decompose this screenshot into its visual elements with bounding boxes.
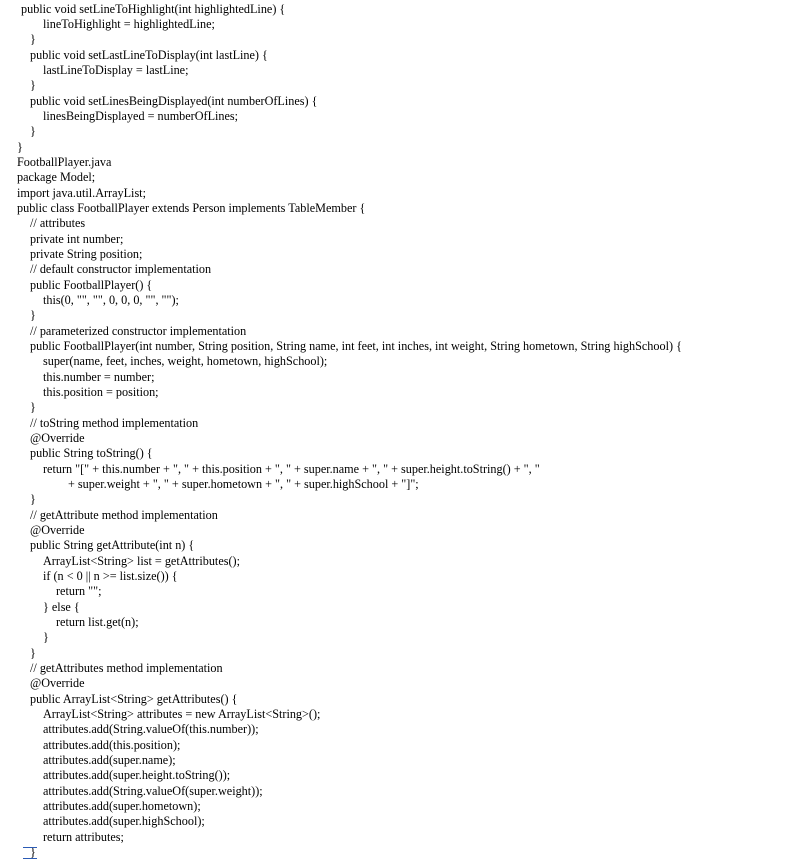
code-line: @Override — [30, 676, 85, 690]
code-line: this.number = number; — [43, 370, 155, 384]
code-line: this(0, "", "", 0, 0, 0, "", ""); — [43, 293, 179, 307]
code-line: } — [30, 124, 36, 138]
code-line: } — [30, 646, 36, 660]
code-line: // toString method implementation — [30, 416, 199, 430]
code-line: attributes.add(super.name); — [43, 753, 176, 767]
code-line: public class FootballPlayer extends Person implements TableMember { — [17, 201, 366, 215]
code-line: + super.weight + ", " + super.hometown + ", " + super.highSchool + "]"; — [68, 477, 419, 491]
code-line: } — [30, 845, 36, 859]
code-line: attributes.add(String.valueOf(this.number)); — [43, 722, 259, 736]
code-line: ArrayList<String> list = getAttributes(); — [43, 554, 240, 568]
code-line: import java.util.ArrayList; — [17, 186, 146, 200]
code-line: return list.get(n); — [56, 615, 139, 629]
code-line: public void setLineToHighlight(int highlightedLine) { — [21, 2, 286, 16]
code-line: lastLineToDisplay = lastLine; — [43, 63, 189, 77]
code-line: // default constructor implementation — [30, 262, 212, 276]
code-line: private int number; — [30, 232, 124, 246]
code-line: // parameterized constructor implementation — [30, 324, 247, 338]
code-line: return attributes; — [43, 830, 124, 844]
code-line: package Model; — [17, 170, 96, 184]
code-line: } — [17, 140, 23, 154]
code-line: @Override — [30, 431, 85, 445]
code-line: attributes.add(super.height.toString()); — [43, 768, 231, 782]
code-line: // getAttributes method implementation — [30, 661, 223, 675]
code-line: public FootballPlayer(int number, String position, String name, int feet, int inches, int weight, String hometown, String highSchool) { — [30, 339, 682, 353]
code-line: public void setLastLineToDisplay(int lastLine) { — [30, 48, 268, 62]
code-line: } — [30, 492, 36, 506]
code-line: public FootballPlayer() { — [30, 278, 153, 292]
code-line: if (n < 0 || n >= list.size()) { — [43, 569, 178, 583]
code-line: } else { — [43, 600, 80, 614]
code-line: // attributes — [30, 216, 86, 230]
code-line: public String toString() { — [30, 446, 153, 460]
code-line: public void setLinesBeingDisplayed(int numberOfLines) { — [30, 94, 318, 108]
code-line: attributes.add(super.hometown); — [43, 799, 201, 813]
code-line: @Override — [30, 523, 85, 537]
text-cursor-marker — [23, 847, 37, 859]
code-line: public ArrayList<String> getAttributes() { — [30, 692, 238, 706]
code-line: attributes.add(String.valueOf(super.weight)); — [43, 784, 263, 798]
code-line: attributes.add(super.highSchool); — [43, 814, 205, 828]
code-line: return "[" + this.number + ", " + this.position + ", " + super.name + ", " + super.height.toString() + ", " — [43, 462, 540, 476]
code-line: linesBeingDisplayed = numberOfLines; — [43, 109, 239, 123]
code-line: FootballPlayer.java — [17, 155, 112, 169]
code-line: } — [30, 400, 36, 414]
code-line: private String position; — [30, 247, 143, 261]
code-line: attributes.add(this.position); — [43, 738, 181, 752]
code-line: this.position = position; — [43, 385, 159, 399]
code-line: super(name, feet, inches, weight, hometown, highSchool); — [43, 354, 328, 368]
code-line: } — [30, 308, 36, 322]
code-line: ArrayList<String> attributes = new ArrayList<String>(); — [43, 707, 321, 721]
code-line: } — [43, 630, 49, 644]
code-line: // getAttribute method implementation — [30, 508, 218, 522]
code-line: lineToHighlight = highlightedLine; — [43, 17, 215, 31]
code-line: } — [30, 78, 36, 92]
code-line: return ""; — [56, 584, 102, 598]
code-line: public String getAttribute(int n) { — [30, 538, 195, 552]
code-line: } — [30, 32, 36, 46]
